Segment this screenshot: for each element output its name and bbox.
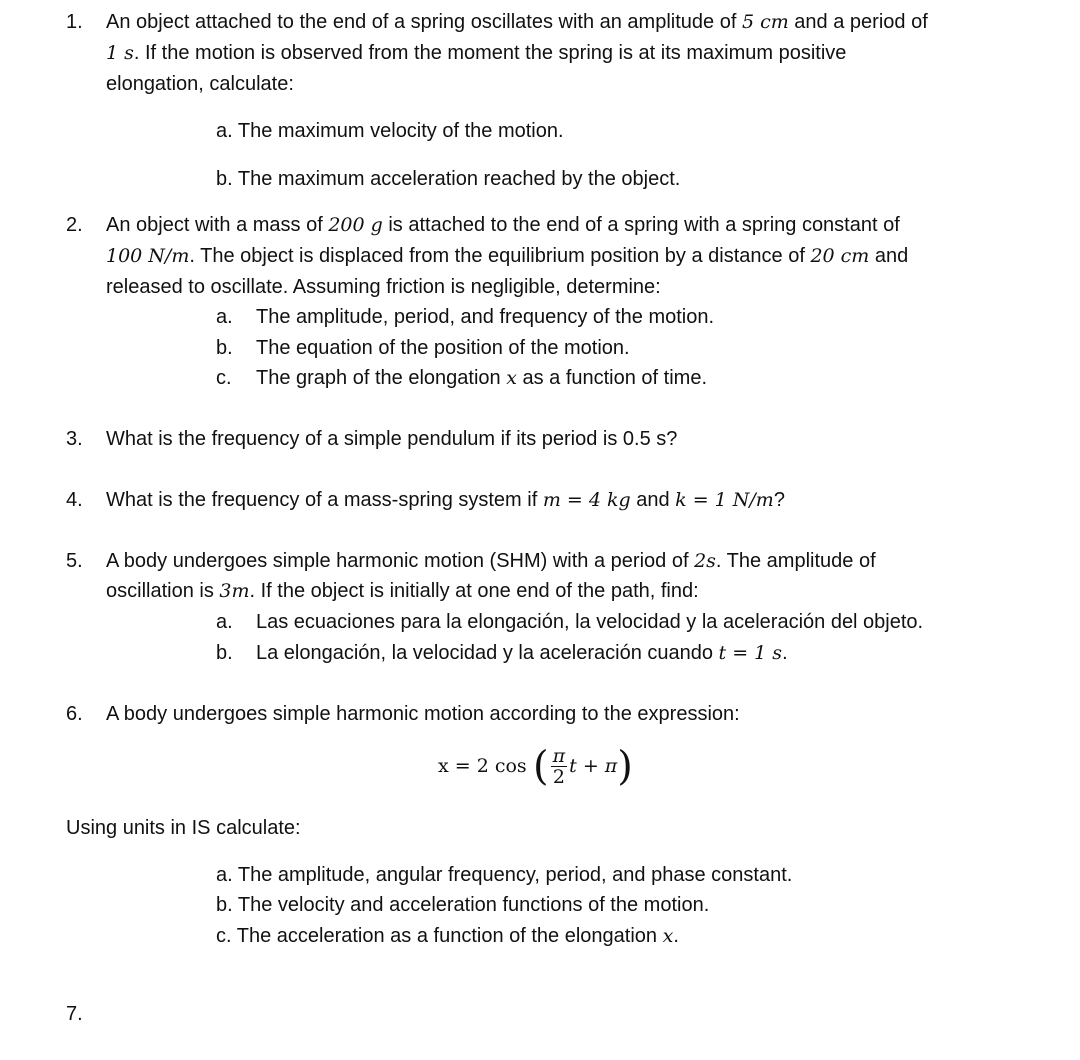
q3-number: 3. bbox=[66, 428, 83, 450]
q7-number: 7. bbox=[66, 1003, 83, 1025]
q2-item-b: The equation of the position of the motion. bbox=[256, 337, 630, 359]
q6-item-a: a. The amplitude, angular frequency, period, and phase constant. bbox=[216, 864, 793, 886]
q2-item-c-label: c. bbox=[216, 367, 232, 389]
q6-text: A body undergoes simple harmonic motion according to the expression: bbox=[106, 703, 740, 725]
q6-using: Using units in IS calculate: bbox=[66, 817, 301, 839]
q1-item-a: a. The maximum velocity of the motion. bbox=[216, 120, 564, 142]
q6-item-c: c. The acceleration as a function of the elongation x. bbox=[216, 925, 679, 947]
q2-item-b-label: b. bbox=[216, 337, 233, 359]
q2-line2: 100 N/m. The object is displaced from the equilibrium position by a distance of 20 cm and bbox=[106, 245, 909, 267]
q4-number: 4. bbox=[66, 489, 83, 511]
q2-number: 2. bbox=[66, 214, 83, 236]
q6-equation: x = 2 cos ( $\frac{\pi}{2}$ t + π) bbox=[438, 743, 633, 790]
q2-item-a: The amplitude, period, and frequency of the motion. bbox=[256, 306, 715, 328]
q2-item-a-label: a. bbox=[216, 306, 233, 328]
q5-line2: oscillation is 3m. If the object is initially at one end of the path, find: bbox=[106, 580, 699, 602]
q5-item-b-label: b. bbox=[216, 642, 233, 664]
equation-rhs: t + π bbox=[569, 755, 618, 777]
equation-fraction: $\frac{\pi}{2}$ bbox=[552, 745, 566, 788]
q4-text: What is the frequency of a mass-spring system if m = 4 kg and k = 1 N/m? bbox=[106, 489, 785, 511]
q5-item-a-label: a. bbox=[216, 611, 233, 633]
q1-line1: An object attached to the end of a spring oscillates with an amplitude of 5 cm and a period of bbox=[106, 11, 928, 33]
q6-item-b: b. The velocity and acceleration functions of the motion. bbox=[216, 894, 710, 916]
q1-line3: elongation, calculate: bbox=[106, 73, 294, 95]
q5-line1: A body undergoes simple harmonic motion (SHM) with a period of 2s. The amplitude of bbox=[106, 550, 876, 572]
q2-line3: released to oscillate. Assuming friction is negligible, determine: bbox=[106, 276, 661, 298]
q1-line2: 1 s. If the motion is observed from the moment the spring is at its maximum positive bbox=[106, 42, 847, 64]
q5-item-b: La elongación, la velocidad y la aceleración cuando t = 1 s. bbox=[256, 642, 788, 664]
q2-item-c: The graph of the elongation x as a function of time. bbox=[256, 367, 708, 389]
q3-text: What is the frequency of a simple pendulum if its period is 0.5 s? bbox=[106, 428, 678, 450]
q5-item-a: Las ecuaciones para la elongación, la velocidad y la aceleración del objeto. bbox=[256, 611, 924, 633]
q1-item-b: b. The maximum acceleration reached by the object. bbox=[216, 168, 681, 190]
q5-number: 5. bbox=[66, 550, 83, 572]
q2-line1: An object with a mass of 200 g is attached to the end of a spring with a spring constant of bbox=[106, 214, 900, 236]
equation-lhs: x = 2 cos bbox=[438, 755, 527, 777]
q6-number: 6. bbox=[66, 703, 83, 725]
q1-number: 1. bbox=[66, 11, 83, 33]
